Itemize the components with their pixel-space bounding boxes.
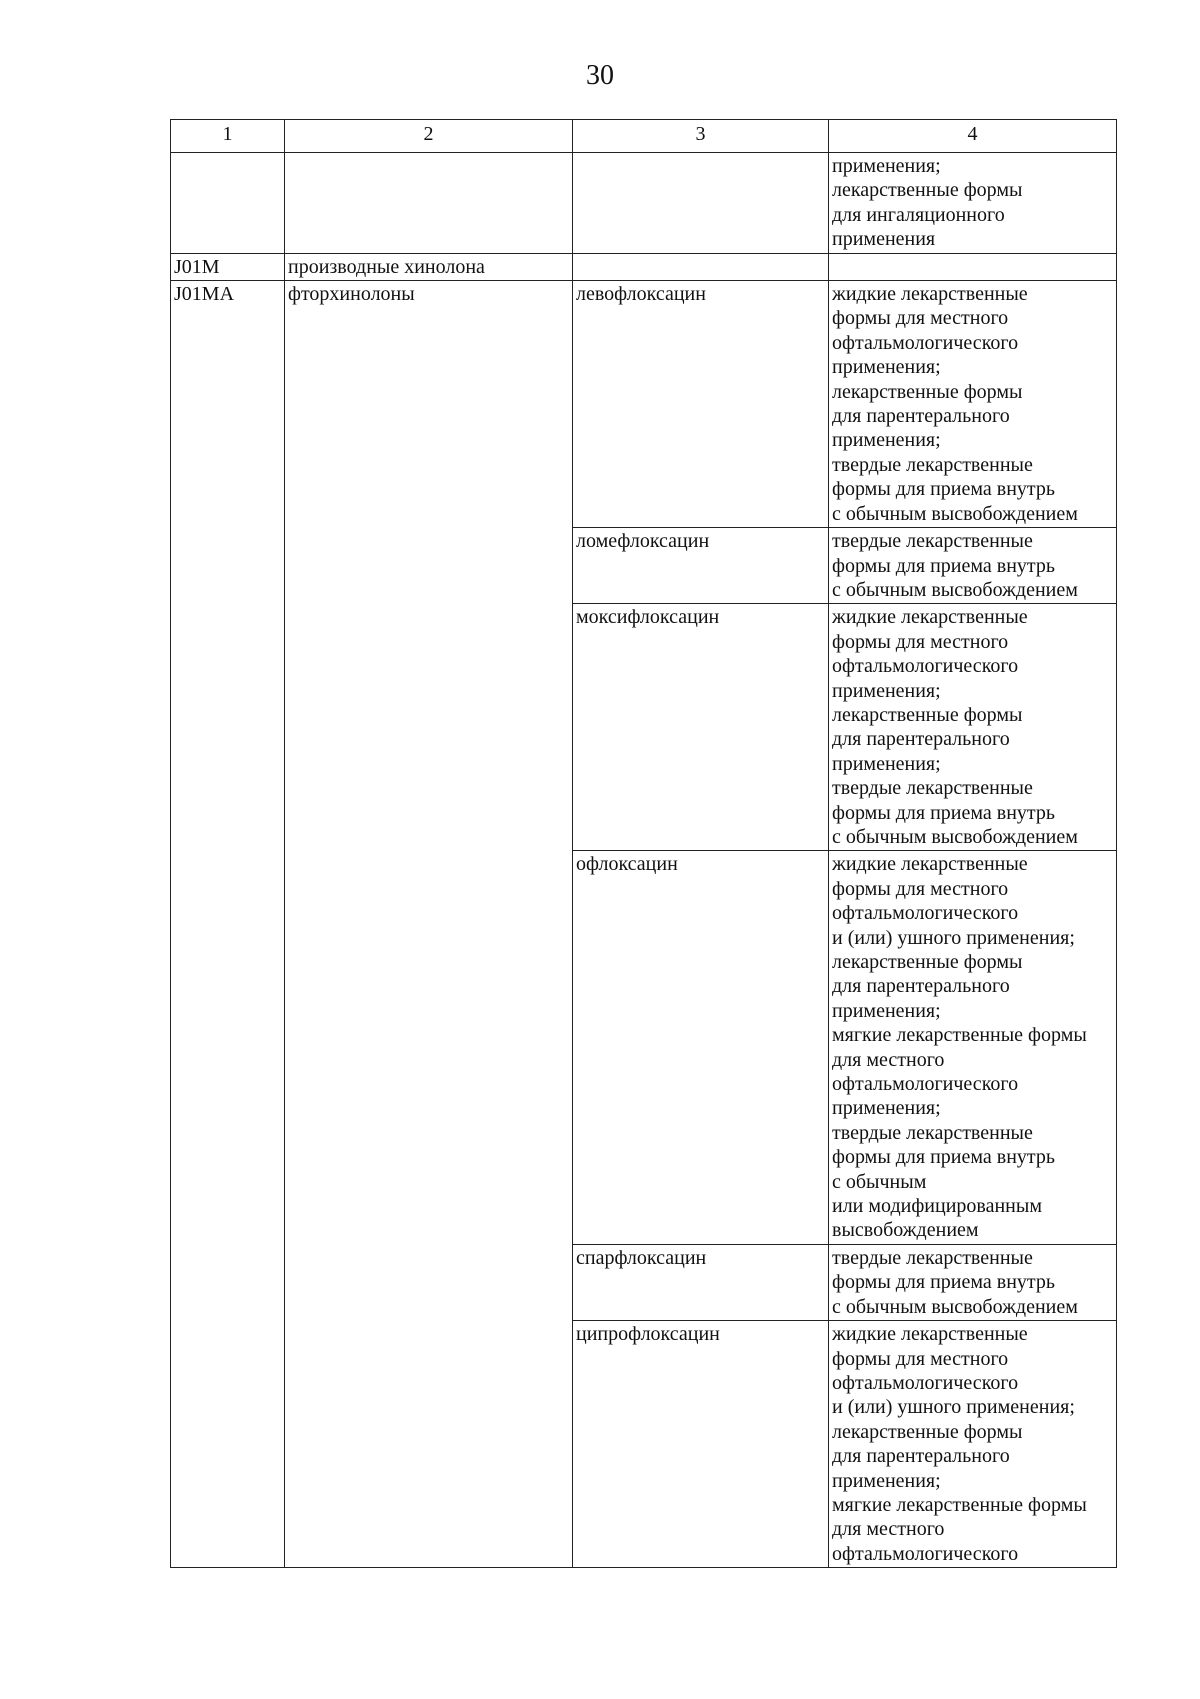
page-number: 30 [586, 60, 614, 91]
form-line: с обычным высвобождением [832, 578, 1078, 601]
form-line: жидкие лекарственные [832, 853, 1028, 876]
form-line: применения; [832, 999, 941, 1022]
form-line: лекарственные формы [832, 703, 1023, 726]
form-line: офтальмологического [832, 902, 1019, 925]
form-line: офтальмологического [832, 331, 1019, 354]
table-row-j01m [171, 253, 1117, 280]
form-line: формы для местного [832, 877, 1009, 900]
form-line: офтальмологического [832, 1371, 1019, 1394]
form-line: для парентерального [832, 1445, 1010, 1468]
table-row-j01ma [171, 281, 1117, 528]
form-line: с обычным высвобождением [832, 825, 1078, 848]
form-line: формы для приема внутрь [832, 1271, 1056, 1294]
drug-cell [573, 153, 829, 254]
form-line: применения; [832, 356, 941, 379]
dosage-forms-cell [829, 253, 1117, 280]
form-line: применения; [832, 1469, 941, 1492]
form-line: лекарственные формы [832, 951, 1023, 973]
form-line: мягкие лекарственные формы [832, 1024, 1087, 1047]
column-header-2: 2 [285, 120, 573, 153]
form-line: офтальмологического [832, 1542, 1019, 1565]
form-line: лекарственные формы [832, 1420, 1023, 1443]
form-line: с обычным [832, 1170, 927, 1193]
dosage-forms-cell [829, 1244, 1117, 1320]
form-line: применения; [832, 679, 941, 702]
form-line: формы для местного [832, 1347, 1009, 1370]
drug-cell [573, 253, 829, 280]
form-line: применения; [832, 429, 941, 452]
drug-name-cell: левофлоксацин [573, 281, 829, 528]
form-line: применения; [832, 1097, 941, 1120]
form-line: применения; [832, 155, 941, 177]
continuation-row [171, 153, 1117, 254]
drug-name-cell: ломефлоксацин [573, 528, 829, 604]
form-line: для парентерального [832, 975, 1010, 998]
form-line: формы для приема внутрь [832, 554, 1056, 577]
dosage-forms-cell [829, 153, 1117, 254]
form-line: формы для местного [832, 307, 1009, 330]
form-line: лекарственные формы [832, 380, 1023, 403]
column-header-1: 1 [171, 120, 285, 153]
dosage-forms-cell [829, 281, 1117, 528]
drug-name-cell: ципрофлоксацин [573, 1321, 829, 1568]
form-line: твердые лекарственные [832, 453, 1033, 476]
form-line: жидкие лекарственные [832, 283, 1028, 306]
form-line: твердые лекарственные [832, 777, 1033, 800]
form-line: для парентерального [832, 405, 1010, 428]
group-cell [285, 153, 573, 254]
form-line: твердые лекарственные [832, 530, 1033, 553]
dosage-forms-cell [829, 604, 1117, 851]
form-line: высвобождением [832, 1219, 979, 1242]
dosage-forms-cell [829, 528, 1117, 604]
form-line: применения; [832, 752, 941, 775]
drug-name-cell: моксифлоксацин [573, 604, 829, 851]
atc-code-cell: J01MA [171, 281, 285, 1568]
form-line: для местного [832, 1518, 945, 1541]
medicines-table [170, 119, 1117, 1568]
form-line: формы для местного [832, 630, 1009, 653]
form-line: лекарственные формы [832, 179, 1023, 202]
group-name-cell: производные хинолона [285, 253, 573, 280]
dosage-forms-cell [829, 1321, 1117, 1568]
drug-name-cell: офлоксацин [573, 851, 829, 1245]
form-line: формы для приема внутрь [832, 478, 1056, 501]
form-line: и (или) ушного применения; [832, 1396, 1075, 1419]
form-line: мягкие лекарственные формы [832, 1493, 1087, 1516]
atc-code-cell: J01M [171, 253, 285, 280]
form-line: для парентерального [832, 728, 1010, 751]
form-line: формы для приема внутрь [832, 1146, 1056, 1169]
group-name-cell: фторхинолоны [285, 281, 573, 1568]
form-line: жидкие лекарственные [832, 606, 1028, 629]
form-line: жидкие лекарственные [832, 1323, 1028, 1346]
column-header-4: 4 [829, 120, 1117, 153]
drug-name-cell: спарфлоксацин [573, 1244, 829, 1320]
form-line: с обычным высвобождением [832, 502, 1078, 525]
form-line: офтальмологического [832, 655, 1019, 678]
form-line: или модифицированным [832, 1195, 1042, 1218]
form-line: формы для приема внутрь [832, 801, 1056, 824]
form-line: применения [832, 228, 936, 251]
form-line: твердые лекарственные [832, 1121, 1033, 1144]
form-line: для местного [832, 1048, 945, 1071]
form-line: офтальмологического [832, 1073, 1019, 1096]
column-header-3: 3 [573, 120, 829, 153]
form-line: с обычным высвобождением [832, 1295, 1078, 1318]
dosage-forms-cell [829, 851, 1117, 1245]
form-line: и (или) ушного применения; [832, 926, 1075, 949]
header-row [171, 120, 1117, 153]
form-line: твердые лекарственные [832, 1246, 1033, 1269]
form-line: для ингаляционного [832, 203, 1005, 226]
code-cell [171, 153, 285, 254]
